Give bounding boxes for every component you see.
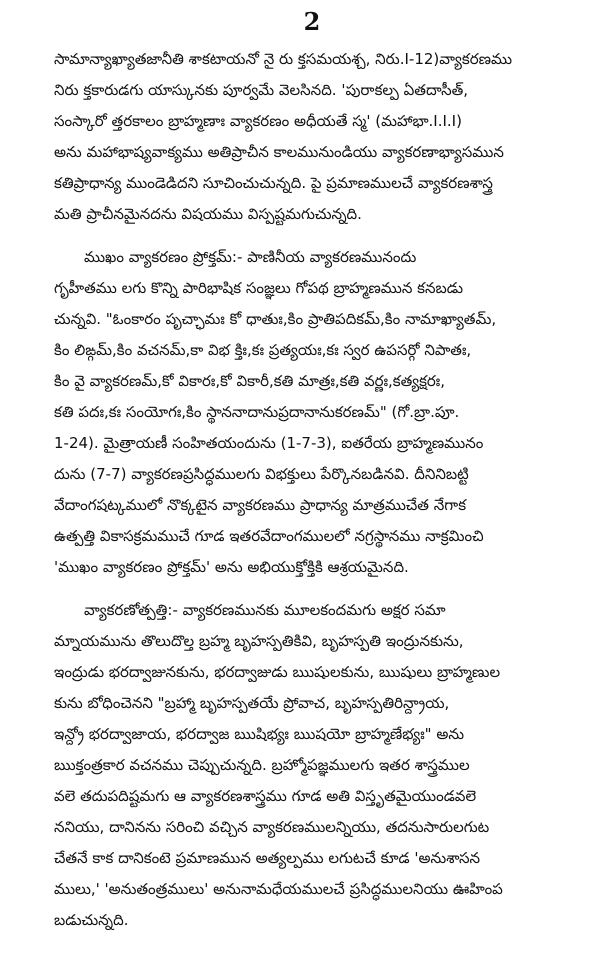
text-line: సామాన్యాఖ్యాతజానీతి శాకటాయనో నై రు క్తసమయశ్చ, నిరు.I-12)వ్యాకరణము (54, 50, 513, 68)
text-line: వ్యాకరణోత్పత్తి:- వ్యాకరణమునకు మూలకందమగు అక్షర సమా (84, 601, 446, 619)
page-number: 2 (303, 7, 321, 36)
text-line: అను మహాభాష్యవాక్యము అతిప్రాచీన కాలమునుండియు వ్యాకరణాభ్యాసమున (54, 143, 504, 161)
text-line: వేదాంగషట్కములో నొక్కటైన వ్యాకరణము ప్రాధాన్య మాత్రముచేత నేగాక (54, 496, 467, 514)
text-line: దును (7-7) వ్యాకరణప్రసిద్ధములగు విభక్తులు పేర్కొనబడినవి. దీనినిబట్టి (54, 465, 469, 483)
text-line: ముఖం వ్యాకరణం ప్రోక్తమ్:- పాణినీయ వ్యాకరణమునందు (84, 248, 417, 266)
text-line: ఇన్ద్రో భరద్వాజాయ, భరద్వాజ ఋషిభ్యః ఋషయో బ్రాహ్మణేభ్యః" అను (54, 725, 465, 743)
text-line: నిరు క్తకారుడగు యాస్కునకు పూర్వమే వెలసినది. 'పురాకల్ప ఏతదాసీత్, (54, 81, 469, 99)
text-line: బడుచున్నది. (54, 911, 129, 929)
text-line: సంస్కారో త్తరకాలం బ్రాహ్మణాః వ్యాకరణం అధీయతే స్మ' (మహాభా.I.I.I) (54, 112, 462, 130)
text-line: కతిప్రాధాన్య ముండెడిదని సూచించుచున్నది. పై ప్రమాణములచే వ్యాకరణశాస్త్ర (54, 174, 493, 192)
text-line: గృహీతము లగు కొన్ని పారిభాషిక సంజ్ఞలు గోపథ బ్రాహ్మణమున కనబడు (54, 279, 464, 297)
text-line: ననియు, దానినను సరించి వచ్చిన వ్యాకరణములన్నియు, తదనుసారులగుట (54, 818, 490, 836)
text-line: కతి పదః,కః సంయోగః,కిం స్థాననాదానుప్రదానానుకరణమ్" (గో.బ్రా.పూ. (54, 403, 460, 421)
paragraph-3 (54, 595, 570, 936)
text-line: కును బోధించెనని "బ్రహ్మా బృహస్పతయే ప్రోవాచ, బృహస్పతిరిన్ద్రాయ, (54, 694, 450, 712)
text-line: ఉత్పత్తి వికాసక్రమముచే గూడ ఇతరవేదాంగములలో నగ్రస్థానము నాక్రమించి (54, 527, 484, 545)
text-line: ఋక్తంత్రకార వచనము చెప్పుచున్నది. బ్రహ్మోపజ్ఞములగు ఇతర శాస్త్రముల (54, 756, 470, 774)
text-line: ఇంద్రుడు భరద్వాజునకును, భరద్వాజుడు ఋషులకును, ఋషులు బ్రాహ్మణుల (54, 663, 501, 681)
text-line: చేతనే కాక దానికంటె ప్రమాణమున అత్యల్పము లగుటచే కూడ 'అనుశాసన (54, 849, 481, 867)
text-line: మ్నాయమును తొలుదొల్త బ్రహ్మ బృహస్పతికివి, బృహస్పతి ఇంద్రునకును, (54, 632, 464, 650)
text-line: 1-24). మైత్రాయణీ సంహితయందును (1-7-3), ఐతరేయ బ్రాహ్మణమునం (54, 434, 484, 452)
text-line: కిం లిఙ్గమ్,కిం వచనమ్,కా విభ క్తిః,కః ప్రత్యయః,కః స్వర ఉపసర్గో నిపాతః, (54, 341, 472, 359)
text-line: ములు,' 'అనుతంత్రములు' అనునామధేయములచే ప్రసిద్ధములనియు ఊహింప (54, 880, 503, 898)
text-line: మతి ప్రాచీనమైనదను విషయము విస్పష్టమగుచున్నది. (54, 205, 362, 223)
text-line: చున్నవి. "ఓంకారం పృచ్ఛామః కో ధాతుః,కిం ప్రాతిపదికమ్,కిం నామాఖ్యాతమ్, (54, 310, 497, 328)
paragraph-1 (54, 44, 570, 230)
paragraph-2 (54, 242, 570, 583)
text-line: వలె తదుపదిష్టమగు ఆ వ్యాకరణశాస్త్రము గూడ అతి విస్తృతమైయుండవలె (54, 787, 477, 805)
text-line: కిం వై వ్యాకరణమ్,కో వికారః,కో వికారీ,కతి మాత్రః,కతి వర్ణః,కత్యక్షరః, (54, 372, 445, 390)
text-line: 'ముఖం వ్యాకరణం ప్రోక్తమ్' అను అభియుక్తోక్తికి ఆశ్రయమైనది. (54, 558, 409, 576)
